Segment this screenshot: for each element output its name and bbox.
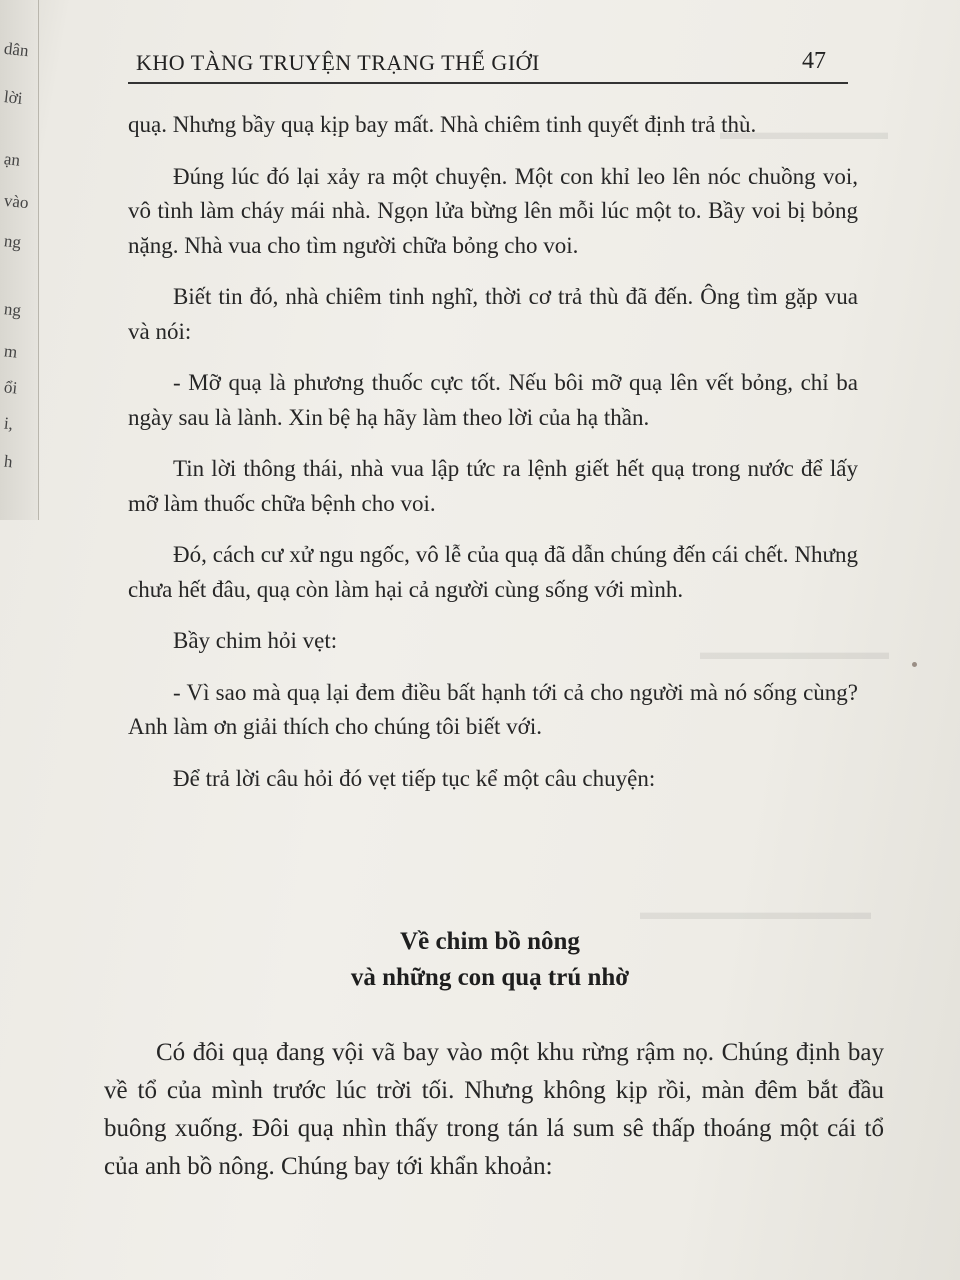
margin-fragment: m [3,341,19,362]
paragraph: Đó, cách cư xử ngu ngốc, vô lễ của quạ đã dẫn chúng đến cái chết. Nhưng chưa hết đâu, quạ còn làm hại cả người cùng sống với mình. [128,542,858,602]
dialogue-paragraph: - Mỡ quạ là phương thuốc cực tốt. Nếu bôi mỡ quạ lên vết bỏng, chỉ ba ngày sau là lành. Xin bệ hạ hãy làm theo lời của hạ thần. [128,370,858,430]
show-through-texture: ▬▬▬▬▬▬▬▬▬▬▬ [640,900,871,924]
story-opening [104,1034,884,1186]
paragraph: quạ. Nhưng bầy quạ kịp bay mất. Nhà chiêm tinh quyết định trả thù. [128,112,757,137]
margin-fragment: dân [3,38,30,61]
previous-page-edge [0,0,39,520]
show-through-texture: ▬▬▬▬▬▬▬▬ [720,120,888,144]
margin-fragment: lời [3,87,24,108]
paragraph: Bầy chim hỏi vẹt: [173,628,338,653]
page-number: 47 [802,48,826,74]
story-title-line: và những con quạ trú nhờ [350,964,630,991]
book-title: KHO TÀNG TRUYỆN TRẠNG THẾ GIỚI [136,50,540,75]
show-through-texture: ▬▬▬▬▬▬▬▬▬ [700,640,889,664]
running-header [128,48,848,84]
story-title [180,924,800,996]
dialogue-paragraph: - Vì sao mà quạ lại đem điều bất hạnh tới cả cho người mà nó sống cùng? Anh làm ơn giải thích cho chúng tôi biết với. [128,679,858,739]
margin-fragment: h [3,451,14,472]
story-title-line: Về chim bồ nông [400,928,580,955]
paragraph: Có đôi quạ đang vội vã bay vào một khu rừng rậm nọ. Chúng định bay về tổ của mình trước lúc trời tối. Nhưng không kịp rồi, màn đêm bắt đầu buông xuống. Đôi quạ nhìn thấy trong tán lá sum sê thấp thoáng một cái tổ của anh bồ nông. Chúng bay tới khẩn khoản: [104,1039,884,1180]
paragraph: Tin lời thông thái, nhà vua lập tức ra lệnh giết hết quạ trong nước để lấy mỡ làm thuốc chữa bệnh cho voi. [128,456,858,516]
margin-fragment: ng [3,299,22,320]
paragraph: Đúng lúc đó lại xảy ra một chuyện. Một con khỉ leo lên nóc chuồng voi, vô tình làm cháy mái nhà. Ngọn lửa bừng lên mỗi lúc một to. Bầy voi bị bỏng nặng. Nhà vua cho tìm người chữa bỏng cho voi. [128,163,858,258]
paragraph: Để trả lời câu hỏi đó vẹt tiếp tục kể một câu chuyện: [173,765,656,791]
margin-fragment: ổi [3,377,19,398]
margin-fragment: ạn [3,149,22,170]
paragraph: Biết tin đó, nhà chiêm tinh nghĩ, thời cơ trả thù đã đến. Ông tìm gặp vua và nói: [128,284,858,344]
margin-fragment: vào [3,190,30,213]
paper-speck [912,662,917,667]
margin-fragment: ng [3,231,22,252]
margin-fragment: i, [3,413,15,434]
main-text [128,108,858,796]
